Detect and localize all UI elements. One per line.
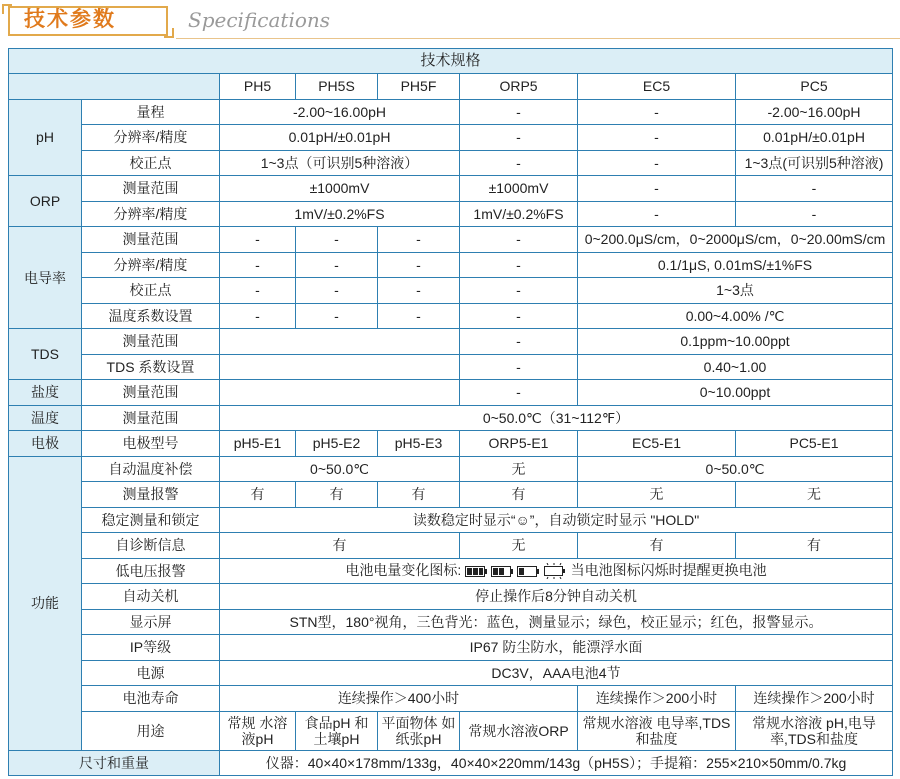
cell: PC5-E1 — [736, 431, 893, 457]
category-ph: pH — [9, 99, 82, 176]
cell: 0~10.00ppt — [578, 380, 893, 406]
cell: 1~3点 — [578, 278, 893, 304]
cell: - — [736, 201, 893, 227]
cell: 有 — [736, 533, 893, 559]
table-row — [9, 176, 893, 202]
table-row — [9, 354, 893, 380]
cell: 0~50.0℃ — [578, 456, 893, 482]
table-row — [9, 660, 893, 686]
row-label: 分辨率/精度 — [82, 125, 220, 151]
row-label: 校正点 — [82, 278, 220, 304]
table-row — [9, 201, 893, 227]
cell: -2.00~16.00pH — [220, 99, 460, 125]
row-label: 电源 — [82, 660, 220, 686]
section-header — [0, 0, 900, 44]
row-label: 电池寿命 — [82, 686, 220, 712]
battery-one-third-icon — [517, 566, 539, 577]
cell: pH5-E1 — [220, 431, 296, 457]
cell: 有 — [378, 482, 460, 508]
cell: - — [220, 252, 296, 278]
cell: - — [378, 303, 460, 329]
category-temperature: 温度 — [9, 405, 82, 431]
cell: - — [578, 176, 736, 202]
row-label: 测量范围 — [82, 329, 220, 355]
cell: - — [460, 125, 578, 151]
cell: 0.01pH/±0.01pH — [736, 125, 893, 151]
table-row — [9, 380, 893, 406]
table-row — [9, 635, 893, 661]
category-size: 尺寸和重量 — [9, 750, 220, 776]
cell: - — [378, 227, 460, 253]
cell: 有 — [296, 482, 378, 508]
category-functions: 功能 — [9, 456, 82, 750]
table-row — [9, 482, 893, 508]
cell: ±1000mV — [460, 176, 578, 202]
header-divider — [176, 38, 900, 39]
table-row — [9, 533, 893, 559]
row-label: 量程 — [82, 99, 220, 125]
table-row — [9, 252, 893, 278]
table-row — [9, 750, 893, 776]
cell: 连续操作＞200小时 — [736, 686, 893, 712]
cell: - — [460, 278, 578, 304]
low-voltage-suffix: 当电池图标闪烁时提醒更换电池 — [570, 562, 767, 579]
table-row — [9, 278, 893, 304]
category-orp: ORP — [9, 176, 82, 227]
model-ec5: EC5 — [578, 74, 736, 100]
cell: - — [460, 329, 578, 355]
cell: ±1000mV — [220, 176, 460, 202]
row-label: 测量范围 — [82, 405, 220, 431]
cell: - — [578, 201, 736, 227]
table-row — [9, 431, 893, 457]
cell: - — [460, 227, 578, 253]
row-label: 低电压报警 — [82, 558, 220, 584]
table-row — [9, 456, 893, 482]
category-salinity: 盐度 — [9, 380, 82, 406]
cell: 0.40~1.00 — [578, 354, 893, 380]
table-row — [9, 507, 893, 533]
battery-two-thirds-icon — [491, 566, 513, 577]
cell: 无 — [460, 456, 578, 482]
row-label: TDS 系数设置 — [82, 354, 220, 380]
cell: 有 — [220, 482, 296, 508]
cell: -2.00~16.00pH — [736, 99, 893, 125]
cell: 常规水溶液 pH,电导率,TDS和盐度 — [736, 711, 893, 750]
cell: 常规水溶液 电导率,TDS和盐度 — [578, 711, 736, 750]
table-title: 技术规格 — [9, 49, 893, 74]
cell: STN型，180°视角，三色背光：蓝色，测量显示；绿色，校正显示；红色，报警显示。 — [220, 609, 893, 635]
cell: ORP5-E1 — [460, 431, 578, 457]
cell: 食品pH 和土壤pH — [296, 711, 378, 750]
cell: pH5-E2 — [296, 431, 378, 457]
row-label: 测量范围 — [82, 380, 220, 406]
row-label: 用途 — [82, 711, 220, 750]
cell: - — [736, 176, 893, 202]
cell: pH5-E3 — [378, 431, 460, 457]
cell: 0.1ppm~10.00ppt — [578, 329, 893, 355]
cell: 1mV/±0.2%FS — [460, 201, 578, 227]
cell: 常规水溶液ORP — [460, 711, 578, 750]
cell: 有 — [460, 482, 578, 508]
row-label: 分辨率/精度 — [82, 201, 220, 227]
cell: 0~200.0μS/cm，0~2000μS/cm，0~20.00mS/cm — [578, 227, 893, 253]
table-row — [9, 150, 893, 176]
model-ph5: PH5 — [220, 74, 296, 100]
section-title-en: Specifications — [188, 8, 331, 32]
cell-empty — [220, 380, 460, 406]
table-row — [9, 584, 893, 610]
table-row — [9, 686, 893, 712]
cell: 0.1/1μS, 0.01mS/±1%FS — [578, 252, 893, 278]
table-row — [9, 609, 893, 635]
spec-table — [8, 48, 893, 776]
table-title-row — [9, 49, 893, 74]
cell: - — [220, 278, 296, 304]
row-label: 测量范围 — [82, 176, 220, 202]
row-label: 电极型号 — [82, 431, 220, 457]
cell: - — [296, 303, 378, 329]
row-label: IP等级 — [82, 635, 220, 661]
row-label: 测量范围 — [82, 227, 220, 253]
cell: 仪器：40×40×178mm/133g，40×40×220mm/143g（pH5S）；手提箱：255×210×50mm/0.7kg — [220, 750, 893, 776]
row-label: 测量报警 — [82, 482, 220, 508]
low-voltage-prefix: 电池电量变化图标: — [345, 562, 462, 579]
model-ph5f: PH5F — [378, 74, 460, 100]
cell: 无 — [578, 482, 736, 508]
cell: 有 — [220, 533, 460, 559]
cell: 1~3点(可识别5种溶液) — [736, 150, 893, 176]
table-row — [9, 329, 893, 355]
cell: - — [460, 303, 578, 329]
section-title-cn: 技术参数 — [24, 7, 116, 31]
cell: 连续操作＞400小时 — [220, 686, 578, 712]
table-row — [9, 558, 893, 584]
cell-low-voltage — [220, 558, 893, 584]
header-blank — [9, 74, 220, 100]
cell: - — [296, 227, 378, 253]
model-header-row — [9, 74, 893, 100]
cell: 1mV/±0.2%FS — [220, 201, 460, 227]
cell: - — [220, 303, 296, 329]
cell: - — [578, 150, 736, 176]
cell: 0.01pH/±0.01pH — [220, 125, 460, 151]
table-row — [9, 99, 893, 125]
row-label: 分辨率/精度 — [82, 252, 220, 278]
cell: 0~50.0℃（31~112℉） — [220, 405, 893, 431]
cell: 0~50.0℃ — [220, 456, 460, 482]
row-label: 稳定测量和锁定 — [82, 507, 220, 533]
cell: - — [578, 99, 736, 125]
category-tds: TDS — [9, 329, 82, 380]
cell-empty — [220, 329, 460, 355]
cell: - — [460, 252, 578, 278]
category-electrode: 电极 — [9, 431, 82, 457]
cell: EC5-E1 — [578, 431, 736, 457]
model-orp5: ORP5 — [460, 74, 578, 100]
category-conductivity: 电导率 — [9, 227, 82, 329]
model-pc5: PC5 — [736, 74, 893, 100]
battery-full-icon — [465, 566, 487, 577]
cell: 常规 水溶液pH — [220, 711, 296, 750]
row-label: 显示屏 — [82, 609, 220, 635]
table-row — [9, 227, 893, 253]
cell: - — [460, 380, 578, 406]
cell: DC3V，AAA电池4节 — [220, 660, 893, 686]
cell: 0.00~4.00% /℃ — [578, 303, 893, 329]
row-label: 温度系数设置 — [82, 303, 220, 329]
table-row — [9, 711, 893, 750]
row-label: 校正点 — [82, 150, 220, 176]
cell: - — [578, 125, 736, 151]
cell: 无 — [460, 533, 578, 559]
cell: - — [378, 252, 460, 278]
cell: - — [378, 278, 460, 304]
cell: 有 — [578, 533, 736, 559]
battery-empty-blinking-icon — [543, 563, 567, 579]
table-row — [9, 125, 893, 151]
cell: - — [220, 227, 296, 253]
cell: 连续操作＞200小时 — [578, 686, 736, 712]
table-row — [9, 405, 893, 431]
row-label: 自诊断信息 — [82, 533, 220, 559]
row-label: 自动温度补偿 — [82, 456, 220, 482]
cell: - — [296, 252, 378, 278]
cell: - — [296, 278, 378, 304]
cell: IP67 防尘防水，能漂浮水面 — [220, 635, 893, 661]
row-label: 自动关机 — [82, 584, 220, 610]
cell: 读数稳定时显示“☺”，自动锁定时显示 "HOLD" — [220, 507, 893, 533]
table-row — [9, 303, 893, 329]
cell: - — [460, 99, 578, 125]
cell: - — [460, 354, 578, 380]
cell-empty — [220, 354, 460, 380]
cell: 无 — [736, 482, 893, 508]
cell: 平面物体 如纸张pH — [378, 711, 460, 750]
cell: 1~3点（可识别5种溶液） — [220, 150, 460, 176]
cell: - — [460, 150, 578, 176]
model-ph5s: PH5S — [296, 74, 378, 100]
cell: 停止操作后8分钟自动关机 — [220, 584, 893, 610]
